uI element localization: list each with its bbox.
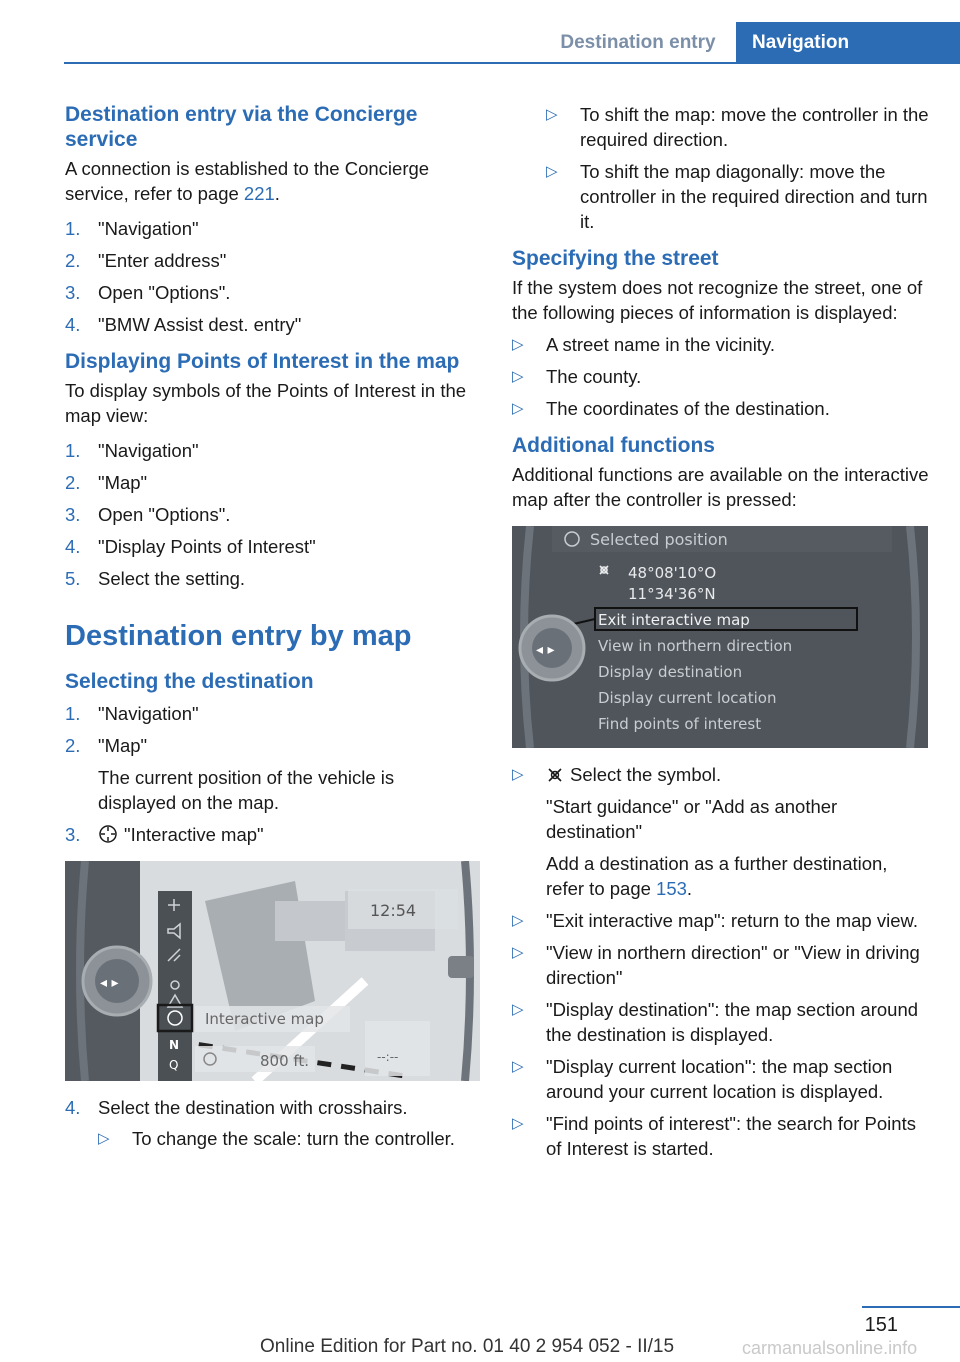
coordinate-2: 11°34'36°N [628, 585, 716, 603]
list-item: ▷ To shift the map: move the controller in the required direction. [546, 104, 929, 150]
crosshair-icon [98, 824, 118, 844]
list-item: 2. "Enter address" [65, 250, 227, 271]
poi-steps [65, 438, 470, 591]
selected-position-screen [512, 526, 928, 748]
menu-item-display-destination[interactable]: Display destination [598, 663, 743, 681]
footer-rule [862, 1306, 960, 1308]
page-ref-221[interactable]: 221 [243, 183, 275, 204]
menu-item-find-poi[interactable]: Find points of interest [598, 715, 762, 733]
svg-text:◂ ▸: ◂ ▸ [100, 975, 119, 991]
list-item: 2. "Map" [65, 472, 148, 493]
svg-text:N: N [169, 1038, 180, 1052]
menu-item-display-current-location[interactable]: Display current location [598, 689, 777, 707]
list-item: 3. Open "Options". [65, 504, 231, 525]
specifying-street-heading: Specifying the street [512, 247, 719, 270]
svg-text:◂ ▸: ◂ ▸ [536, 642, 555, 658]
list-item: ▷ To change the scale: turn the controller. [98, 1128, 455, 1149]
list-item: 4. "BMW Assist dest. entry" [65, 314, 302, 335]
list-item: ▷ "Display current location": the map section around your current location is displayed. [512, 1056, 893, 1102]
step-4-sub-bullets [98, 1126, 470, 1151]
footer-edition: Online Edition for Part no. 01 40 2 954 052 - II/15 [260, 1336, 675, 1357]
list-item: ▷ "Find points of interest": the search for Points of Interest is started. [512, 1113, 916, 1159]
list-item: ▷ Select the symbol. "Start guidance" or "Add as another destination" Add a destination as a further destination, refer to page 153. [512, 762, 930, 901]
by-map-heading: Destination entry by map [65, 620, 412, 652]
step-note: The current position of the vehicle is displayed on the map. [98, 767, 395, 813]
map-steps [65, 701, 470, 847]
list-item: 4. "Display Points of Interest" [65, 536, 316, 557]
bullet-note-guidance: "Start guidance" or "Add as another destination" [546, 796, 838, 842]
selecting-destination-heading: Selecting the destination [65, 670, 314, 693]
list-item: 5. Select the setting. [65, 568, 246, 589]
street-intro: If the system does not recognize the street, one of the following pieces of information is displayed: [512, 277, 923, 323]
list-item: 4. Select the destination with crosshairs. ▷ To change the scale: turn the controller. [65, 1095, 470, 1158]
list-item: ▷ "Exit interactive map": return to the map view. [512, 910, 918, 931]
map-step-4 [65, 1095, 470, 1158]
svg-text:Q: Q [169, 1058, 179, 1072]
additional-bullets [512, 762, 930, 1161]
right-column-content [512, 102, 930, 1168]
list-item: 1. "Navigation" [65, 703, 199, 724]
concierge-intro: A connection is established to the Concierge service, refer to page 221. [65, 158, 430, 204]
distance-label: --:-- [377, 1050, 399, 1064]
poi-heading: Displaying Points of Interest in the map [65, 350, 460, 373]
header-section-label: Destination entry [560, 32, 716, 53]
location-symbol-icon [546, 766, 564, 784]
concierge-steps [65, 216, 470, 337]
header-rule [64, 62, 960, 64]
list-item: 1. "Navigation" [65, 440, 199, 461]
bullet-note-add-destination: Add a destination as a further destination, refer to page 153. [546, 853, 888, 899]
scale-label: 800 ft. [260, 1052, 310, 1070]
list-item: ▷ The county. [512, 366, 642, 387]
menu-item-exit-interactive-map[interactable]: Exit interactive map [598, 611, 750, 629]
list-item: 3. "Interactive map" [65, 824, 264, 845]
list-item: ▷ A street name in the vicinity. [512, 334, 775, 355]
watermark: carmanualsonline.info [742, 1338, 918, 1358]
additional-functions-heading: Additional functions [512, 434, 715, 457]
page-number: 151 [864, 1314, 898, 1336]
interactive-map-screen [65, 861, 480, 1081]
menu-title: Selected position [590, 530, 728, 549]
list-item: ▷ The coordinates of the destination. [512, 398, 830, 419]
list-item: ▷ "Display destination": the map section around the destination is displayed. [512, 999, 919, 1045]
map-time: 12:54 [370, 901, 417, 920]
poi-intro: To display symbols of the Points of Interest in the map view: [65, 380, 467, 426]
list-item: 1. "Navigation" [65, 218, 199, 239]
list-item: ▷ "View in northern direction" or "View in driving direction" [512, 942, 920, 988]
coordinate-1: 48°08'10°O [628, 564, 717, 582]
concierge-heading: Destination entry via the Concierge service [65, 103, 418, 151]
list-item: 3. Open "Options". [65, 282, 231, 303]
header-chapter-tab: Navigation [736, 22, 960, 64]
shift-bullets [512, 102, 930, 234]
list-item: ▷ To shift the map diagonally: move the controller in the required direction and turn it. [546, 161, 928, 232]
additional-intro: Additional functions are available on the interactive map after the controller is pressed: [512, 464, 929, 510]
page-ref-153[interactable]: 153 [656, 878, 687, 899]
left-column [65, 102, 470, 1165]
location-icon [600, 566, 608, 574]
menu-item-view-northern[interactable]: View in northern direction [598, 637, 793, 655]
list-item: 2. "Map" The current position of the vehicle is displayed on the map. [65, 733, 470, 815]
interactive-map-label: Interactive map [205, 1010, 324, 1028]
street-bullets [512, 332, 930, 421]
